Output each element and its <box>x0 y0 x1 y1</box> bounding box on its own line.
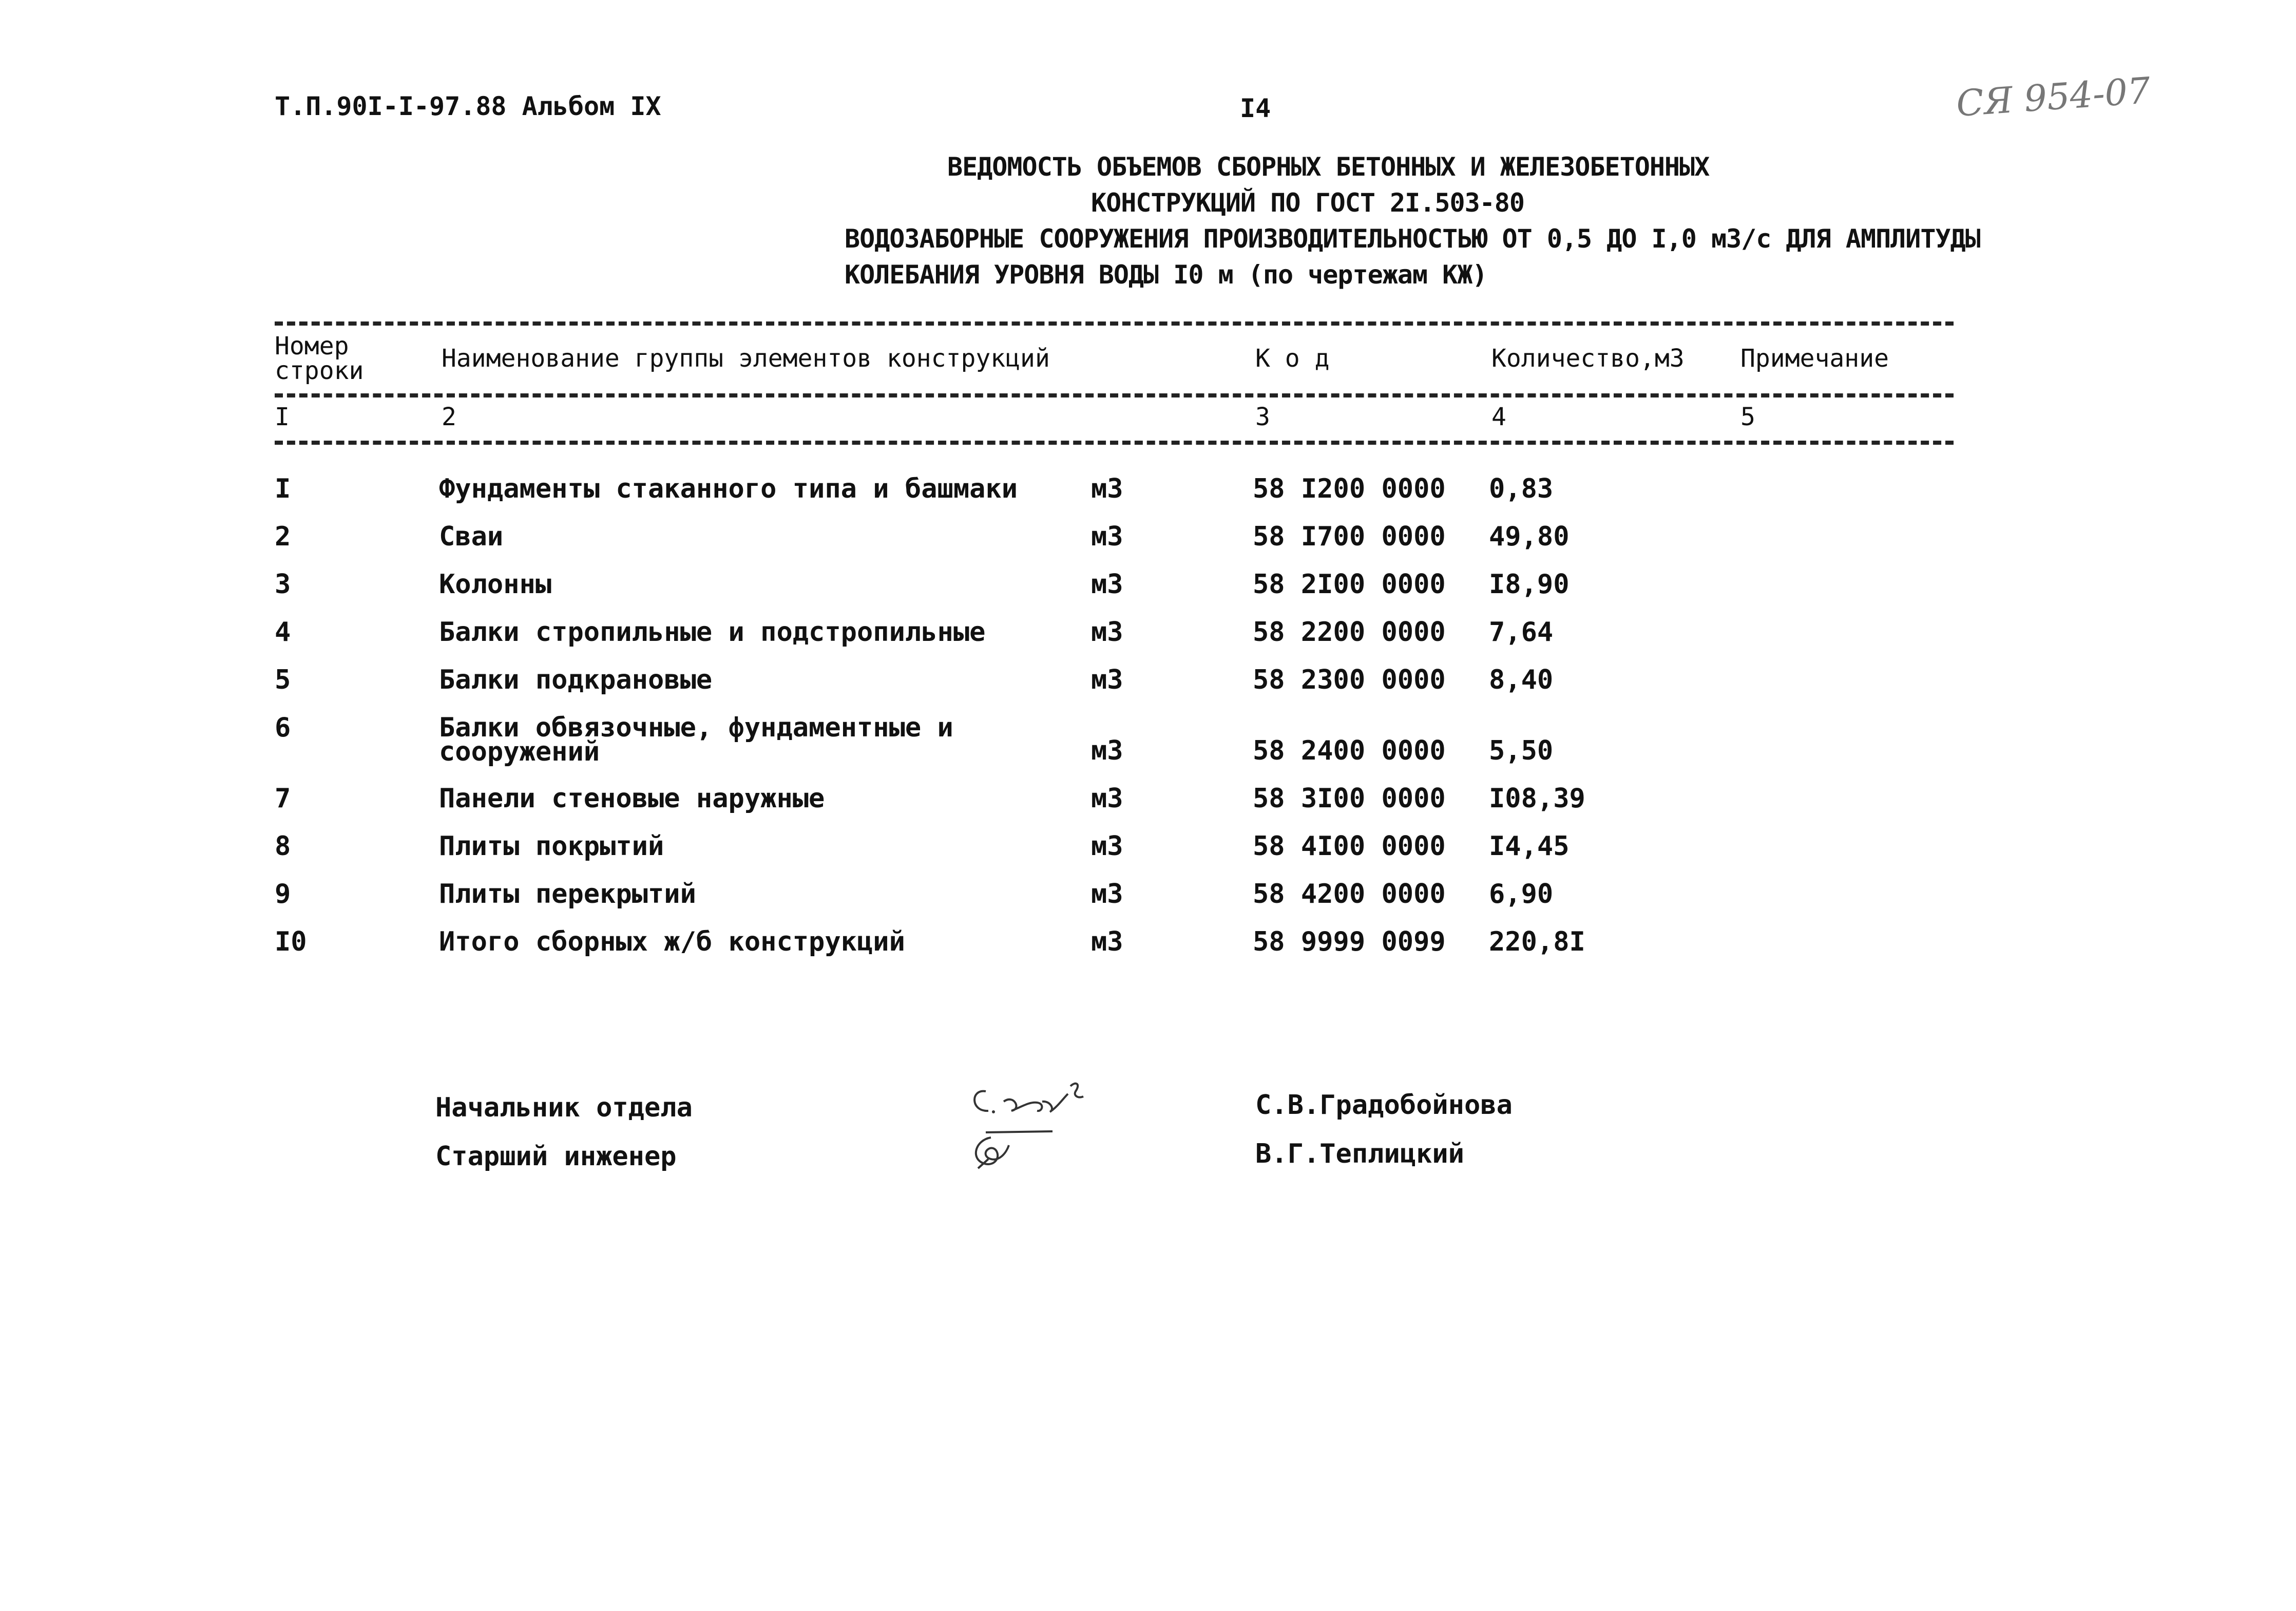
table-row-qty: 7,64 <box>1489 617 1554 648</box>
table-row-unit: м3 <box>1091 665 1123 695</box>
table-row-name: Панели стеновые наружные <box>439 783 825 814</box>
table-row-num: 2 <box>275 521 291 552</box>
table-row-code: 58 9999 0099 <box>1253 926 1446 957</box>
table-row-unit: м3 <box>1091 569 1123 600</box>
table-row-name: Балки стропильные и подстропильные <box>439 617 986 648</box>
table-row-num: 3 <box>275 569 291 600</box>
table-row-unit: м3 <box>1091 926 1123 957</box>
colnum-2: 2 <box>442 403 456 431</box>
handwritten-signature-engineer <box>955 1122 1068 1179</box>
table-row-qty: 5,50 <box>1489 735 1554 766</box>
table-row-code: 58 I200 0000 <box>1253 473 1446 504</box>
table-row-code: 58 2200 0000 <box>1253 617 1446 648</box>
table-row-name: Балки подкрановые <box>439 665 713 695</box>
table-row-name: Плиты покрытий <box>439 831 664 862</box>
table-row-unit: м3 <box>1091 617 1123 648</box>
table-row-name: Плиты перекрытий <box>439 879 696 909</box>
header-code: К о д <box>1255 344 1330 373</box>
colnum-1: I <box>275 403 290 431</box>
table-row-qty: 220,8I <box>1489 926 1585 957</box>
title-line-1: ВЕДОМОСТЬ ОБЪЕМОВ СБОРНЫХ БЕТОННЫХ И ЖЕЛЕЗОБЕТОННЫХ <box>947 152 1710 182</box>
table-row-code: 58 I700 0000 <box>1253 521 1446 552</box>
table-top-rule <box>275 321 1954 326</box>
doc-reference: Т.П.90I-I-97.88 Альбом IX <box>275 91 661 121</box>
table-row-num: I0 <box>275 926 307 957</box>
header-num-line1: Номер <box>275 332 349 361</box>
table-row-unit: м3 <box>1091 783 1123 814</box>
title-line-2: КОНСТРУКЦИЙ ПО ГОСТ 2I.503-80 <box>1091 188 1524 218</box>
table-row-num: 7 <box>275 783 291 814</box>
colnum-5: 5 <box>1740 403 1755 431</box>
table-row-qty: 8,40 <box>1489 665 1554 695</box>
table-row-qty: I08,39 <box>1489 783 1585 814</box>
table-row-code: 58 2I00 0000 <box>1253 569 1446 600</box>
table-row-num: 8 <box>275 831 291 862</box>
table-row-unit: м3 <box>1091 879 1123 909</box>
table-row-name: Балки обвязочные, фундаментные и <box>439 712 953 743</box>
table-row-code: 58 2400 0000 <box>1253 735 1446 766</box>
signature-role-engineer: Старший инженер <box>435 1141 677 1172</box>
page-number: I4 <box>1240 93 1271 123</box>
handwritten-signature-head <box>965 1071 1099 1127</box>
table-row-code: 58 4I00 0000 <box>1253 831 1446 862</box>
table-row-name: Колонны <box>439 569 552 600</box>
table-row-qty: I4,45 <box>1489 831 1570 862</box>
table-row-name: Фундаменты стаканного типа и башмаки <box>439 473 1018 504</box>
table-row-code: 58 4200 0000 <box>1253 879 1446 909</box>
signature-role-head: Начальник отдела <box>435 1092 693 1123</box>
table-row-num: 5 <box>275 665 291 695</box>
table-row-qty: 6,90 <box>1489 879 1554 909</box>
table-row-num: 4 <box>275 617 291 648</box>
title-line-4: КОЛЕБАНИЯ УРОВНЯ ВОДЫ I0 м (по чертежам КЖ) <box>845 260 1487 290</box>
table-row-unit: м3 <box>1091 473 1123 504</box>
header-qty: Количество,м3 <box>1491 344 1685 373</box>
header-name: Наименование группы элементов конструкций <box>442 344 1050 373</box>
table-row-name: Сваи <box>439 521 504 552</box>
title-line-3: ВОДОЗАБОРНЫЕ СООРУЖЕНИЯ ПРОИЗВОДИТЕЛЬНОСТЬЮ ОТ 0,5 ДО I,0 м3/с ДЛЯ АМПЛИТУДЫ <box>845 224 1980 254</box>
signature-name-head: С.В.Градобойнова <box>1255 1090 1513 1121</box>
colnum-3: 3 <box>1255 403 1270 431</box>
signature-name-engineer: В.Г.Теплицкий <box>1255 1139 1464 1169</box>
table-row-num: 9 <box>275 879 291 909</box>
table-row-unit: м3 <box>1091 521 1123 552</box>
table-row-name-cont: сооружений <box>439 736 600 767</box>
table-row-qty: 0,83 <box>1489 473 1554 504</box>
archive-note-handwritten: СЯ 954-07 <box>1955 69 2152 125</box>
colnum-4: 4 <box>1491 403 1506 431</box>
table-row-code: 58 2300 0000 <box>1253 665 1446 695</box>
table-row-num: I <box>275 473 291 504</box>
header-num-line2: строки <box>275 356 364 385</box>
table-row-unit: м3 <box>1091 735 1123 766</box>
table-row-qty: 49,80 <box>1489 521 1570 552</box>
table-row-code: 58 3I00 0000 <box>1253 783 1446 814</box>
table-colnum-rule <box>275 441 1954 445</box>
table-row-num: 6 <box>275 712 291 743</box>
table-header-rule <box>275 393 1954 397</box>
header-note: Примечание <box>1740 344 1889 373</box>
table-row-qty: I8,90 <box>1489 569 1570 600</box>
table-row-unit: м3 <box>1091 831 1123 862</box>
table-row-name: Итого сборных ж/б конструкций <box>439 926 905 957</box>
